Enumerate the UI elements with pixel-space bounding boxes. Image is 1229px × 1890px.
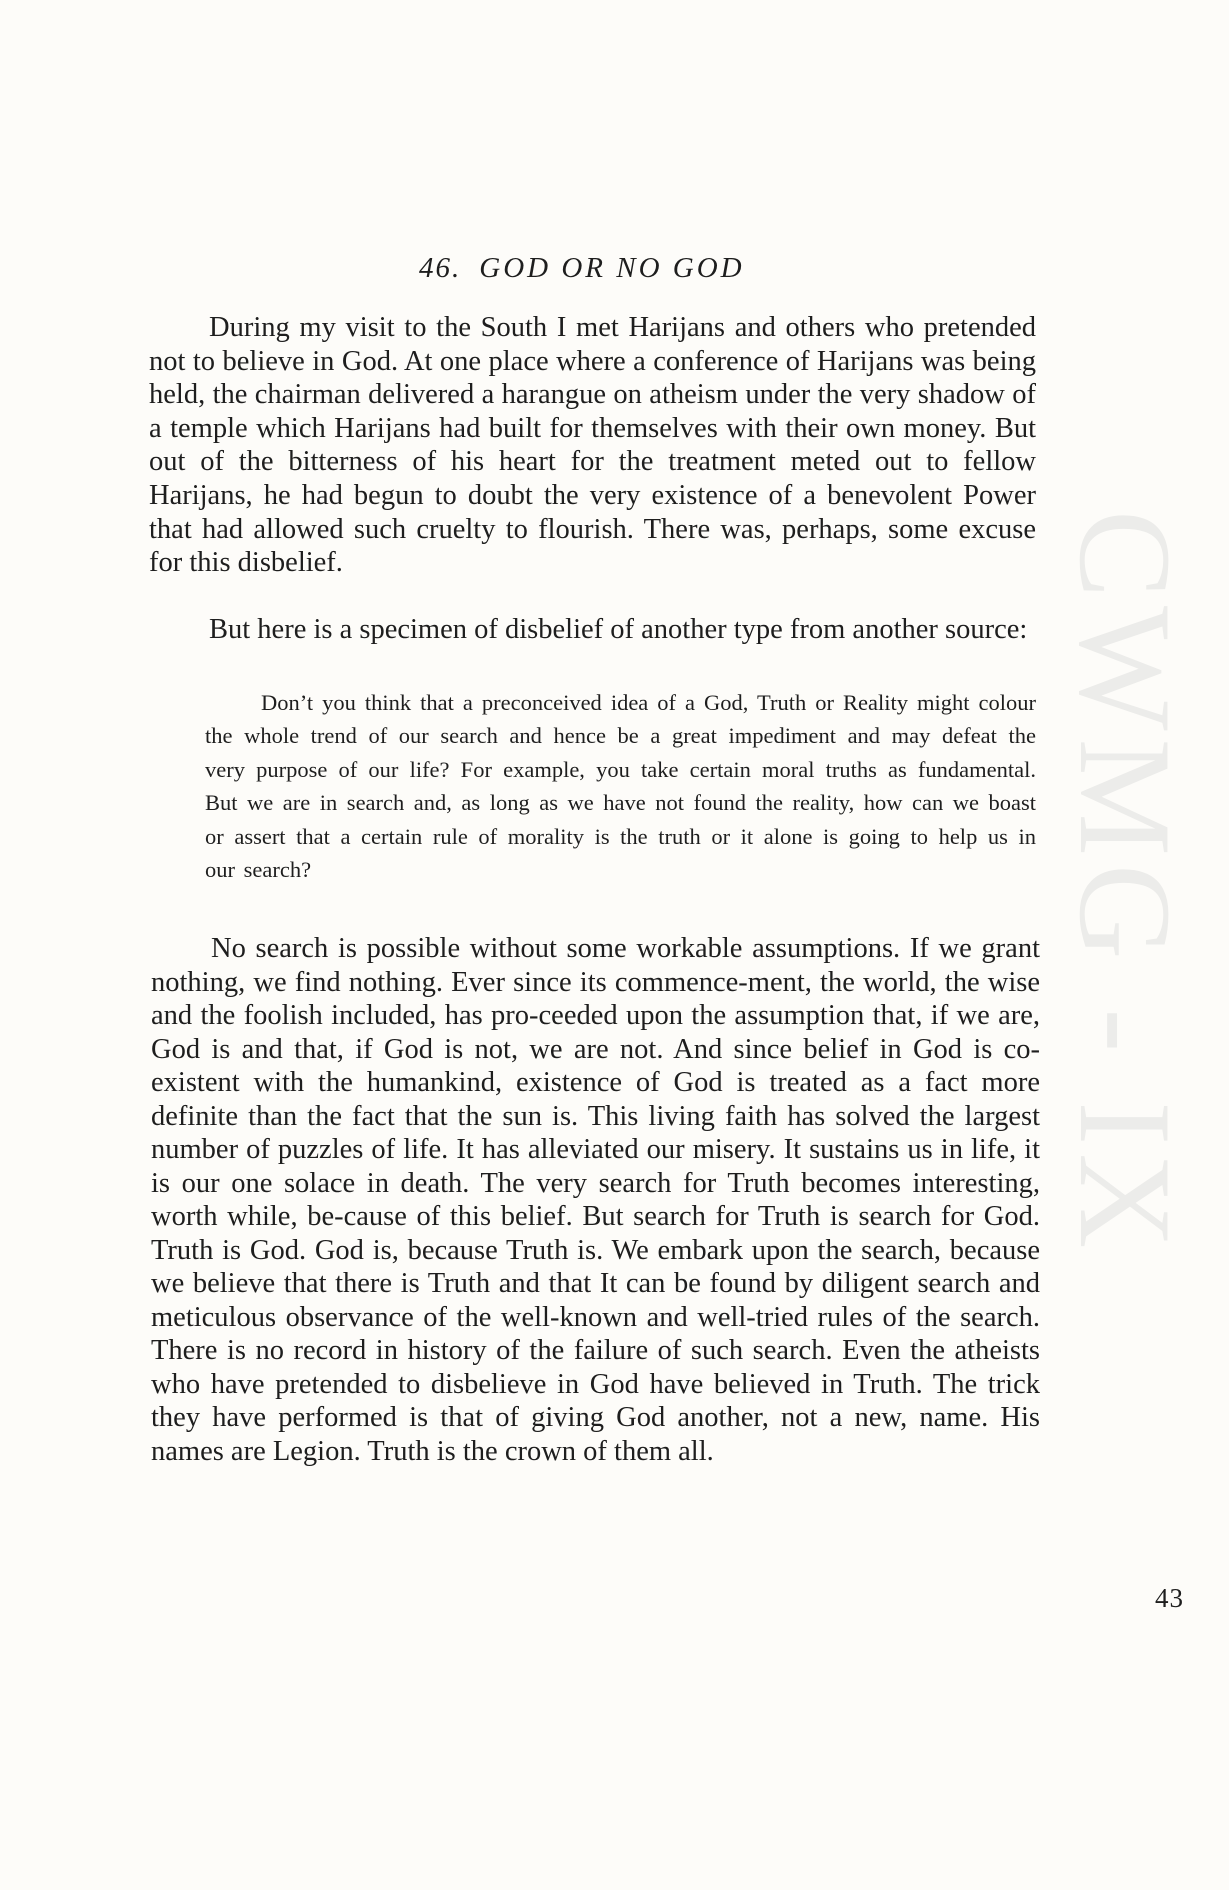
paragraph-intro: During my visit to the South I met Harijans and others who pretended not to believe in God. At one place where a conference of Harijans was being held, the chairman delivered a harangue on atheism under the very shadow of a temple which Harijans had built for themselves with their own money. But out of the bitterness of his heart for the treatment meted out to fellow Harijans, he had begun to doubt the very existence of a benevolent Power that had allowed such cruelty to flourish. There was, perhaps, some excuse for this disbelief. — [149, 312, 1036, 579]
paragraph-specimen: But here is a specimen of disbelief of another type from another source: — [209, 614, 1028, 645]
section-heading — [419, 252, 745, 285]
section-title: GOD OR NO GOD — [479, 252, 745, 284]
paragraph-response: No search is possible without some workable assumptions. If we grant nothing, we find nothing. Ever since its commence-ment, the world, the wise and the foolish included, has pro-ceeded upon the assumption that, if we are, God is and that, if God is not, we are not. And since belief in God is co-existent with the humankind, existence of God is treated as a fact more definite than the fact that the sun is. This living faith has solved the largest number of puzzles of life. It has alleviated our misery. It sustains us in life, it is our one solace in death. The very search for Truth becomes interesting, worth while, be-cause of this belief. But search for Truth is search for God. Truth is God. God is, because Truth is. We embark upon the search, because we believe that there is Truth and that It can be found by diligent search and meticulous observance of the well-known and well-tried rules of the search. There is no record in history of the failure of such search. Even the atheists who have pretended to disbelieve in God have believed in Truth. The trick they have performed is that of giving God another, not a new, name. His names are Legion. Truth is the crown of them all. — [151, 933, 1040, 1467]
page-number: 43 — [1155, 1583, 1184, 1613]
section-number: 46. — [419, 252, 462, 284]
block-quote: Don’t you think that a preconceived idea of a God, Truth or Reality might colour the whole trend of our search and hence be a great impediment and may defeat the very purpose of our life? For example, you take certain moral truths as fundamental. But we are in search and, as long as we have not found the reality, how can we boast or assert that a certain rule of morality is the truth or it alone is going to help us in our search? — [205, 690, 1036, 883]
watermark: CWMG - IX — [1052, 510, 1199, 1257]
